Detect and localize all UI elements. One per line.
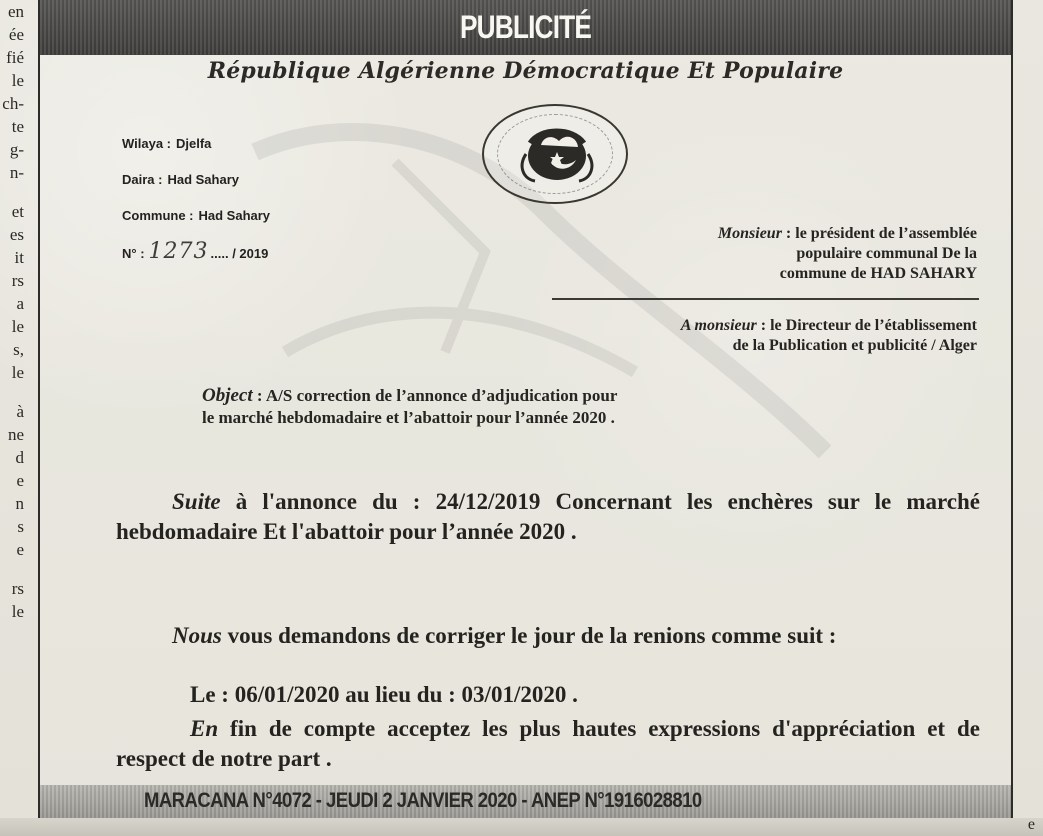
left-fragment-line: et (11, 202, 24, 221)
object-label: Object (202, 385, 253, 406)
publicity-banner (40, 0, 1011, 55)
left-fragment-line: te (11, 117, 24, 136)
left-fragment-line: le (11, 317, 24, 336)
left-fragment-line: à (16, 402, 24, 421)
recipient-director-line-1 (507, 316, 977, 336)
recipient-president-text-1: : le président de l’assemblée (781, 225, 977, 242)
corrected-date-line: Le : 06/01/2020 au lieu du : 03/01/2020 . (190, 682, 578, 707)
publication-footer (40, 785, 1011, 818)
left-column-fragment (0, 0, 24, 836)
left-fragment-line: g- (9, 140, 24, 159)
seal-emblem (512, 123, 602, 189)
recipient-president-line-1 (587, 224, 977, 244)
left-fragment-line: le (11, 71, 24, 90)
daira-line (122, 162, 432, 198)
number-suffix: ..... / 2019 (210, 246, 269, 261)
number-prefix: N° : (122, 246, 145, 261)
left-fragment-line: es (9, 225, 24, 244)
left-fragment-line: s (17, 517, 24, 536)
recipient-president-label: Monsieur (717, 225, 782, 242)
left-fragment-line: le (11, 602, 24, 621)
left-fragment-line: n- (9, 163, 24, 182)
left-fragment-line: e (16, 471, 24, 490)
paragraph-body-text: à l'annonce du : 24/12/2019 Concernant les enchères sur le marché hebdomadaire Et l'abattoir pour l’année 2020 . (116, 489, 980, 544)
announcement-paragraph (116, 487, 980, 547)
advertisement-box (38, 0, 1013, 818)
paragraph-lead-word: Suite (172, 489, 221, 514)
algerian-seal-icon (482, 104, 628, 204)
recipient-president (587, 224, 977, 284)
object-text-1: : A/S correction de l’annonce d’adjudication pour (252, 386, 618, 405)
recipient-director-text-1: : le Directeur de l’établissement (756, 317, 977, 334)
recipient-president-line-2: populaire communal De la (796, 245, 977, 262)
publication-footer-text: MARACANA N°4072 - JEUDI 2 JANVIER 2020 - ANEP N°1916028810 (144, 789, 702, 812)
banner-title: PUBLICITÉ (459, 9, 592, 45)
left-fragment-line: ne (7, 425, 24, 444)
paragraph-body-text: fin de compte acceptez les plus hautes expressions d'appréciation et de respect de notre part . (116, 716, 980, 771)
left-fragment-line: ch- (2, 94, 24, 113)
daira-value: Had Sahary (167, 172, 240, 187)
object-line-2: le marché hebdomadaire et l’abattoir pour l’année 2020 . (202, 408, 615, 427)
object-line-1 (202, 385, 892, 407)
recipient-director-label: A monsieur (680, 317, 757, 334)
left-fragment-line: a (16, 294, 24, 313)
recipient-president-line-3: commune de HAD SAHARY (779, 265, 977, 282)
left-fragment-line: en (7, 2, 24, 21)
commune-line (122, 198, 432, 234)
closing-paragraph (116, 714, 980, 774)
left-fragment-line: d (15, 448, 24, 467)
reference-number-line (122, 234, 432, 272)
wilaya-line (122, 126, 432, 162)
handwritten-number: 1273 (148, 239, 209, 264)
object-section (202, 385, 892, 429)
administrative-meta (122, 126, 432, 272)
wilaya-value: Djelfa (176, 136, 212, 151)
daira-label: Daira : (122, 172, 163, 187)
left-fragment-line: rs (11, 271, 24, 290)
left-fragment-line: e (16, 540, 24, 559)
left-fragment-line: rs (11, 579, 24, 598)
recipient-director (507, 316, 977, 356)
commune-label: Commune : (122, 208, 194, 223)
right-edge-fragment: e (1027, 816, 1035, 833)
paragraph-body-text: vous demandons de corriger le jour de la renions comme suit : (221, 623, 837, 648)
commune-value: Had Sahary (198, 208, 271, 223)
correction-request-paragraph (116, 621, 980, 651)
left-fragment-line: ée (8, 25, 24, 44)
republic-title: République Algérienne Démocratique Et Populaire (207, 58, 844, 84)
left-fragment-line: n (15, 494, 24, 513)
left-fragment-line: s, (13, 340, 24, 359)
recipient-director-line-2: de la Publication et publicité / Alger (732, 337, 977, 354)
left-fragment-line: le (11, 363, 24, 382)
left-fragment-line: fié (6, 48, 24, 67)
page-bottom-rule (0, 818, 1043, 836)
paragraph-lead-word: En (190, 716, 219, 741)
address-divider (552, 298, 979, 300)
left-fragment-line: it (14, 248, 24, 267)
paragraph-lead-word: Nous (172, 623, 222, 648)
wilaya-label: Wilaya : (122, 136, 172, 151)
